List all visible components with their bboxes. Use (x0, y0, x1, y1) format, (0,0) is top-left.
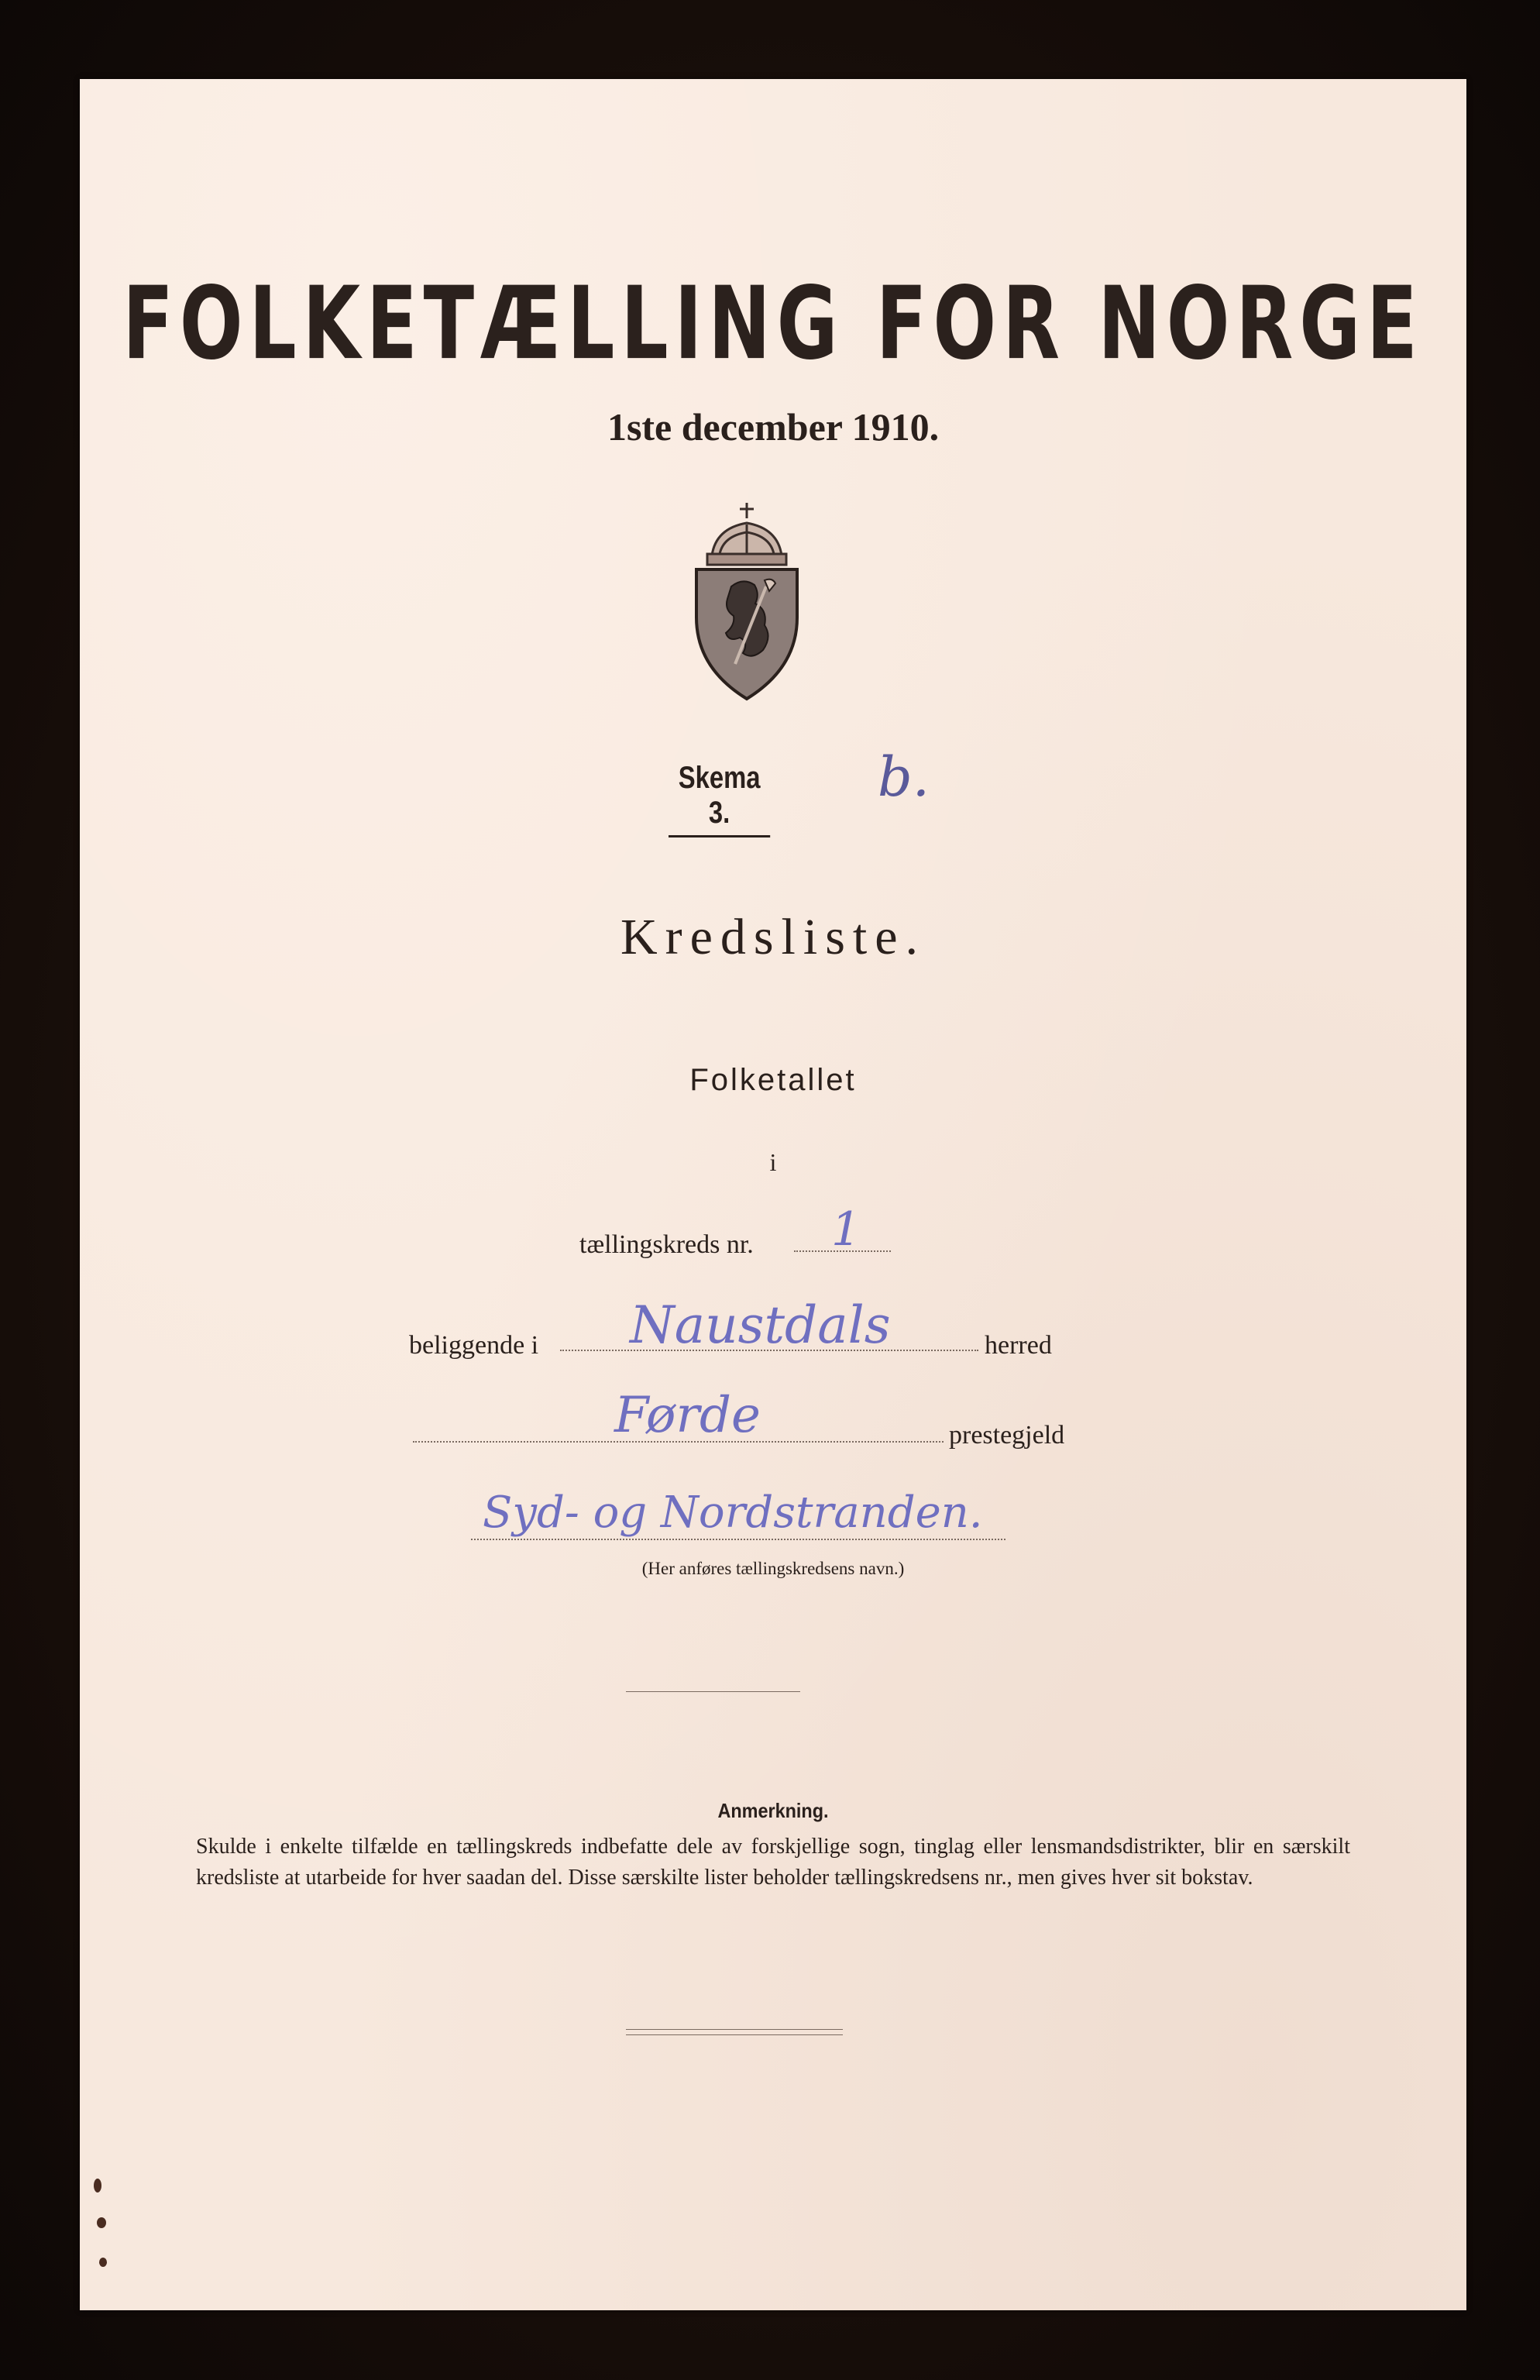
coat-of-arms-icon (689, 501, 805, 703)
form-heading: Kredsliste. (620, 909, 926, 965)
binding-hole (99, 2258, 107, 2267)
note-text: Skulde i enkelte tilfælde en tællingskreds indbefatte dele av forskjellige sogn, tinglag eller lensmandsdistrikter, blir en særskilt kredsliste at utarbeide for hver saadan del. Disse særskilte lister beholder tællingskredsens nr., men gives hver sit bokstav. (196, 1835, 1350, 1890)
district-name-value: Syd- og Nordstranden. (483, 1488, 983, 1538)
binding-hole (97, 2217, 106, 2228)
census-district-value: 1 (831, 1202, 861, 1257)
located-label: beliggende i (409, 1331, 539, 1360)
bottom-divider-upper (626, 2029, 843, 2030)
prestegjeld-label: prestegjeld (949, 1421, 1065, 1450)
census-district-label: tællingskreds nr. (579, 1230, 754, 1259)
form-date: 1ste december 1910. (607, 405, 940, 449)
binding-hole (94, 2179, 101, 2193)
form-subheading: Folketallet (689, 1063, 857, 1097)
divider-line (626, 1691, 800, 1692)
preposition-text: i (769, 1148, 777, 1176)
census-form-page (80, 79, 1466, 2310)
herred-label: herred (985, 1331, 1052, 1360)
schema-label: Skema 3. (669, 761, 770, 837)
note-title: Anmerkning. (717, 1799, 829, 1822)
district-name-caption: (Her anføres tællingskredsens navn.) (641, 1559, 905, 1578)
form-title: FOLKETÆLLING FOR NORGE (122, 265, 1424, 383)
prestegjeld-value: Førde (614, 1387, 761, 1444)
herred-value: Naustdals (630, 1295, 891, 1355)
bottom-divider-lower (626, 2034, 843, 2035)
schema-letter-handwritten: b. (878, 745, 930, 809)
district-name-field (471, 1539, 1005, 1540)
